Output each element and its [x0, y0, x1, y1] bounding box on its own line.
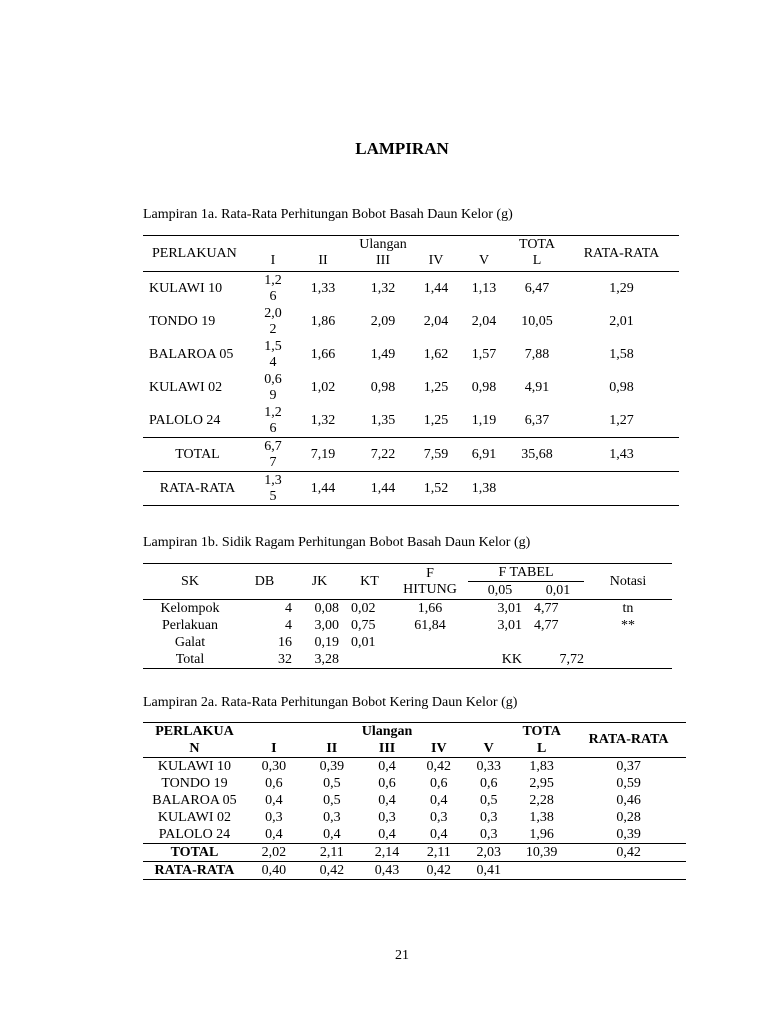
cell-i-line1: 2,0: [264, 305, 282, 321]
header-col-i: I: [246, 740, 302, 758]
cell-iii: 0,3: [378, 809, 396, 825]
cell-total: 35,68: [510, 438, 564, 472]
cell-rata: 0,59: [616, 775, 641, 791]
cell-i-line1: 0,6: [264, 371, 282, 387]
cell-i: 0,4: [265, 826, 283, 842]
cell-iii: 0,4: [378, 792, 396, 808]
cell-kt: 0,01: [351, 634, 376, 650]
header-f-005: 0,05: [468, 582, 532, 600]
table-row: [143, 844, 686, 862]
header-col-ii: II: [294, 236, 352, 272]
cell-kt: 0,02: [351, 600, 376, 616]
cell-ii: 1,66: [310, 346, 336, 362]
table-row: [143, 338, 679, 371]
cell-iii: 0,43: [362, 862, 413, 880]
cell-notasi: **: [621, 617, 635, 633]
table-row: [143, 792, 686, 809]
cell-rata: 0,28: [616, 809, 641, 825]
cell-i-line2: 5: [269, 488, 277, 504]
cell-iii: 7,22: [352, 438, 414, 472]
cell-v: 0,98: [471, 379, 497, 395]
cell-iv: 1,52: [414, 472, 458, 506]
cell-iii: 1,35: [370, 412, 396, 428]
cell-ii: 2,11: [302, 844, 362, 862]
table-row: [143, 651, 672, 669]
row-label: RATA-RATA: [143, 472, 252, 506]
table-1b: [143, 563, 672, 669]
table-row: [143, 272, 679, 306]
cell-iv: 2,11: [412, 844, 465, 862]
table-row: [143, 371, 679, 404]
header-kt: KT: [347, 564, 392, 600]
cell-total: 1,96: [529, 826, 554, 842]
cell-v: 0,41: [465, 862, 512, 880]
header-col-v: V: [465, 740, 512, 758]
cell-ii: 1,33: [310, 280, 336, 296]
cell-ii: 7,19: [294, 438, 352, 472]
header-perlakuan: PERLAKUA: [143, 723, 246, 741]
header-total-line1: TOTA: [519, 237, 555, 252]
cell-i-line1: 1,2: [264, 404, 282, 420]
cell-i: [252, 371, 294, 404]
cell-iv: 0,6: [430, 775, 448, 791]
row-label: PALOLO 24: [149, 412, 221, 428]
cell-i-line2: 2: [269, 321, 277, 337]
cell-i: [252, 404, 294, 438]
header-ulangan: Ulangan: [359, 237, 407, 252]
table-row: [143, 438, 679, 472]
table-row: [143, 826, 686, 844]
cell-sk: Perlakuan: [162, 617, 218, 633]
cell-total: 7,88: [524, 346, 550, 362]
header-col-i: I: [252, 236, 294, 272]
cell-v: 6,91: [458, 438, 510, 472]
cell-total: [512, 862, 571, 880]
cell-total: 1,83: [529, 758, 554, 774]
cell-notasi: [584, 651, 672, 669]
row-label: TOTAL: [143, 438, 252, 472]
cell-db: 4: [285, 617, 292, 633]
cell-total: 10,05: [521, 313, 553, 329]
cell-v: 1,13: [471, 280, 497, 296]
header-col-ii: II: [302, 740, 362, 758]
cell-sk: Galat: [174, 634, 206, 650]
cell-ii: 0,5: [323, 775, 341, 791]
cell-total: 1,38: [529, 809, 554, 825]
cell-f-hitung: 1,66: [417, 600, 443, 616]
cell-i: [252, 472, 294, 506]
row-label: BALAROA 05: [149, 346, 234, 362]
cell-f-005: 3,01: [497, 600, 522, 616]
cell-i: [252, 438, 294, 472]
cell-total: 2,95: [529, 775, 554, 791]
cell-rata: 0,46: [616, 792, 641, 808]
header-perlakuan-line2: N: [143, 740, 246, 758]
cell-total: 6,37: [524, 412, 550, 428]
header-f-001: 0,01: [532, 582, 584, 600]
cell-rata: 0,98: [609, 379, 634, 395]
row-label: KULAWI 02: [149, 379, 223, 395]
cell-rata: 1,43: [564, 438, 679, 472]
table-2a-caption: Lampiran 2a. Rata-Rata Perhitungan Bobot Kering Daun Kelor (g): [143, 695, 518, 710]
table-2a-body: [143, 758, 686, 880]
table-row: [143, 404, 679, 438]
cell-rata: 1,27: [609, 412, 634, 428]
cell-iv: 1,25: [423, 379, 449, 395]
table-row: [143, 809, 686, 826]
row-label: KULAWI 10: [157, 758, 232, 774]
cell-v: 2,03: [465, 844, 512, 862]
cell-f-001: 4,77: [534, 617, 559, 633]
cell-rata: 0,39: [616, 826, 641, 842]
header-f-hitung-line1: F: [426, 565, 434, 581]
cell-iv: 0,3: [430, 809, 448, 825]
row-label: TONDO 19: [161, 775, 228, 791]
cell-iv: 0,4: [430, 826, 448, 842]
cell-i-line2: 7: [269, 454, 277, 470]
table-row: [143, 617, 672, 634]
cell-iv: 7,59: [414, 438, 458, 472]
table-row: [143, 758, 686, 776]
table-1b-body: [143, 600, 672, 669]
cell-db: 4: [285, 600, 292, 616]
cell-iii: 0,6: [378, 775, 396, 791]
cell-i: 2,02: [246, 844, 302, 862]
cell-i-line1: 1,3: [264, 472, 282, 488]
header-col-iv: IV: [414, 236, 458, 272]
cell-kt: [347, 651, 392, 669]
cell-rata: 0,42: [571, 844, 686, 862]
table-row: [143, 600, 672, 618]
table-1a-caption: Lampiran 1a. Rata-Rata Perhitungan Bobot Basah Daun Kelor (g): [143, 207, 513, 222]
cell-total: 2,28: [529, 792, 554, 808]
cell-ii: 1,86: [310, 313, 336, 329]
cell-iii: 0,4: [378, 758, 396, 774]
cell-ii: 0,4: [323, 826, 341, 842]
cell-notasi: tn: [622, 600, 634, 616]
cell-v: 0,5: [479, 792, 498, 808]
cell-i-line2: 6: [269, 288, 277, 304]
cell-f-001: 4,77: [534, 600, 559, 616]
cell-notasi: [584, 634, 672, 651]
table-row: [143, 775, 686, 792]
cell-i: [252, 338, 294, 371]
header-col-v: V: [458, 236, 510, 272]
header-db: DB: [237, 564, 292, 600]
cell-i-line2: 4: [269, 354, 277, 370]
cell-f-005: 3,01: [497, 617, 522, 633]
cell-i-line2: 9: [269, 387, 277, 403]
row-label: BALAROA 05: [152, 792, 237, 808]
cell-total: [510, 472, 564, 506]
cell-rata: 0,37: [616, 758, 641, 774]
cell-f-hitung: [392, 634, 468, 651]
header-rata-rata: RATA-RATA: [564, 236, 679, 272]
cell-i: 0,30: [261, 758, 287, 774]
cell-v: 0,3: [479, 826, 498, 842]
header-total-line1: TOTA: [512, 723, 571, 741]
header-col-iii: [352, 236, 414, 272]
cell-iv: 2,04: [423, 313, 449, 329]
cell-ii: 0,39: [319, 758, 345, 774]
table-1b-caption: Lampiran 1b. Sidik Ragam Perhitungan Bobot Basah Daun Kelor (g): [143, 535, 531, 550]
cell-v: 1,57: [471, 346, 497, 362]
cell-v: 0,3: [479, 809, 498, 825]
cell-v: 2,04: [471, 313, 497, 329]
cell-rata: 2,01: [609, 313, 634, 329]
cell-iv: 0,42: [426, 758, 452, 774]
header-jk: JK: [292, 564, 347, 600]
cell-i: 0,3: [265, 809, 283, 825]
cell-db: 16: [278, 634, 292, 650]
cell-f-hitung: 61,84: [414, 617, 446, 633]
cell-rata: [564, 472, 679, 506]
header-col-iii-label: III: [376, 253, 390, 268]
cell-f-005: [468, 634, 532, 651]
table-1a: [143, 235, 679, 506]
cell-ii: 0,3: [323, 809, 341, 825]
table-2a: [143, 722, 686, 880]
cell-ii: 0,5: [323, 792, 341, 808]
header-total-line2: L: [512, 740, 571, 758]
row-label: KULAWI 02: [157, 809, 232, 825]
cell-total: 10,39: [512, 844, 571, 862]
header-f-tabel: F TABEL: [468, 564, 584, 582]
cell-iv: 1,44: [423, 280, 449, 296]
cell-iv: 1,62: [423, 346, 449, 362]
cell-i: 0,6: [265, 775, 283, 791]
table-row: [143, 634, 672, 651]
cell-ii: 1,32: [310, 412, 336, 428]
cell-f-hitung: [392, 651, 468, 669]
cell-sk: Kelompok: [160, 600, 220, 616]
header-col-iv: IV: [412, 740, 465, 758]
cell-iii: 1,44: [352, 472, 414, 506]
cell-v: 0,6: [479, 775, 498, 791]
cell-v: 0,33: [476, 758, 501, 774]
cell-ii: 0,42: [302, 862, 362, 880]
cell-i-line1: 1,2: [264, 272, 282, 288]
cell-f-005: KK: [468, 651, 532, 669]
cell-i-line2: 6: [269, 420, 277, 436]
header-f-hitung: [392, 564, 468, 600]
row-label: TONDO 19: [149, 313, 216, 329]
header-sk: SK: [143, 564, 237, 600]
table-row: [143, 305, 679, 338]
cell-i-line1: 1,5: [264, 338, 282, 354]
cell-iii: 1,32: [370, 280, 396, 296]
cell-i-line1: 6,7: [264, 438, 282, 454]
cell-iv: 1,25: [423, 412, 449, 428]
cell-rata: [571, 862, 686, 880]
cell-iii: 2,09: [370, 313, 396, 329]
cell-ii: 1,44: [294, 472, 352, 506]
cell-iii: 2,14: [362, 844, 413, 862]
row-label: TOTAL: [143, 844, 246, 862]
cell-jk: 3,28: [292, 651, 347, 669]
header-col-iii: III: [362, 740, 413, 758]
cell-jk: 0,19: [314, 634, 339, 650]
page-number: 21: [395, 948, 409, 963]
table-row: [143, 862, 686, 880]
header-rata-rata: RATA-RATA: [571, 723, 686, 758]
row-label: PALOLO 24: [158, 826, 231, 842]
cell-iii: 0,98: [370, 379, 396, 395]
cell-jk: 3,00: [314, 617, 339, 633]
cell-iii: 0,4: [378, 826, 396, 842]
row-label: RATA-RATA: [143, 862, 246, 880]
header-total: [510, 236, 564, 272]
cell-i: 0,40: [246, 862, 302, 880]
cell-v: 1,19: [471, 412, 497, 428]
cell-iii: 1,49: [370, 346, 396, 362]
header-total-line2: L: [532, 253, 542, 268]
cell-iv: 0,42: [412, 862, 465, 880]
page-title: LAMPIRAN: [355, 139, 449, 158]
cell-sk: Total: [143, 651, 237, 669]
header-perlakuan: PERLAKUAN: [143, 236, 252, 272]
cell-i: [252, 272, 294, 306]
header-ulangan: Ulangan: [361, 723, 413, 739]
cell-db: 32: [237, 651, 292, 669]
cell-total: 6,47: [524, 280, 550, 296]
cell-iv: 0,4: [430, 792, 448, 808]
cell-i: [252, 305, 294, 338]
cell-total: 4,91: [524, 379, 550, 395]
row-label: KULAWI 10: [149, 280, 223, 296]
cell-f-001: [532, 634, 584, 651]
header-notasi: Notasi: [584, 564, 672, 600]
cell-rata: 1,58: [609, 346, 634, 362]
cell-kt: 0,75: [351, 617, 376, 633]
table-row: [143, 472, 679, 506]
header-f-hitung-line2: HITUNG: [403, 581, 457, 597]
cell-ii: 1,02: [310, 379, 336, 395]
table-1a-body: [143, 272, 679, 506]
cell-f-001: 7,72: [532, 651, 584, 669]
cell-jk: 0,08: [314, 600, 339, 616]
cell-i: 0,4: [265, 792, 283, 808]
cell-v: 1,38: [458, 472, 510, 506]
cell-rata: 1,29: [609, 280, 634, 296]
